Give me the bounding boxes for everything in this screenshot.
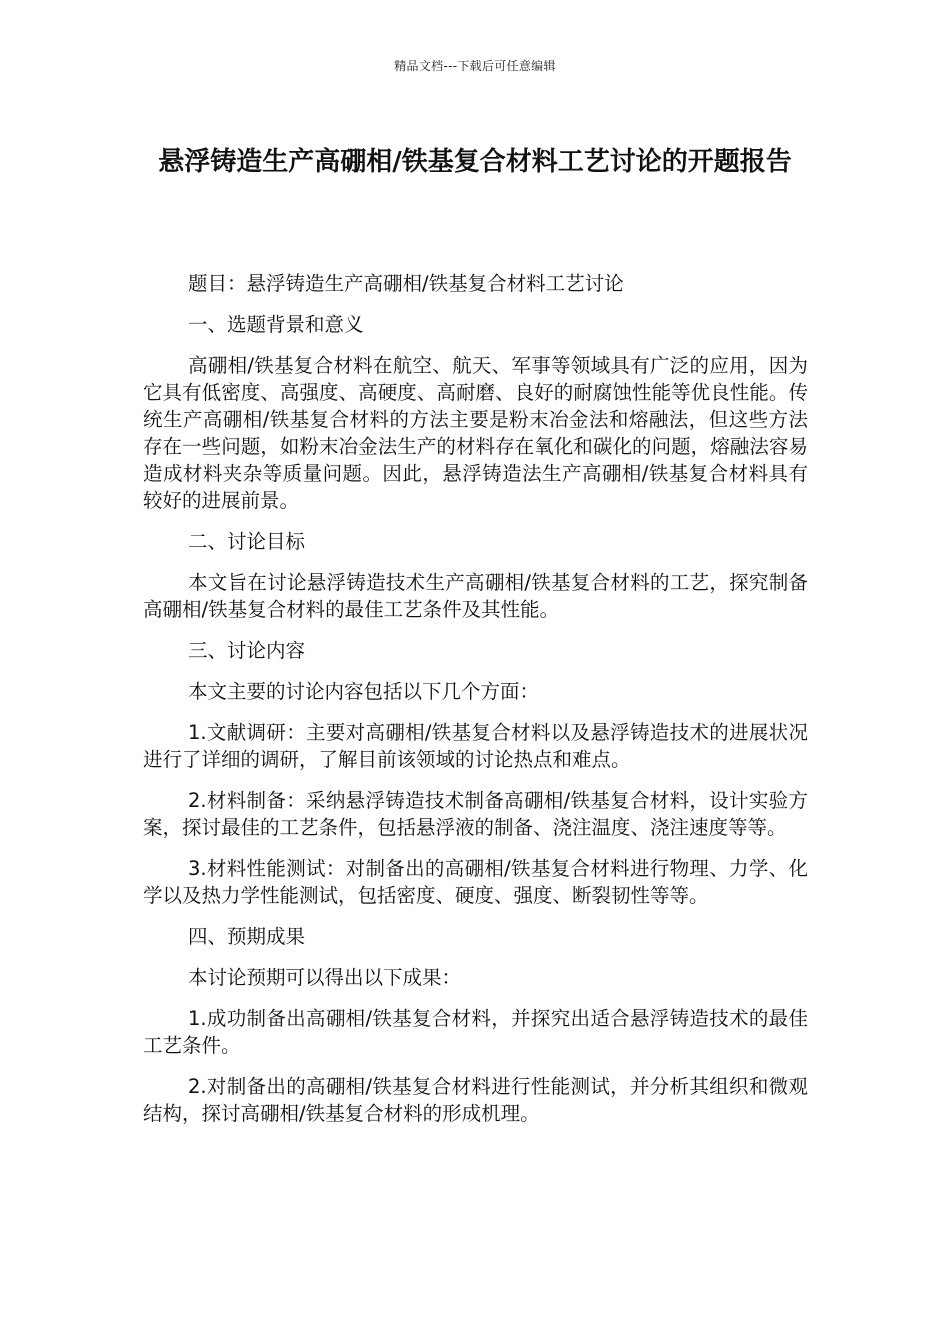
document-title: 悬浮铸造生产高硼相/铁基复合材料工艺讨论的开题报告 [158,147,792,177]
result-item-2: 2.对制备出的高硼相/铁基复合材料进行性能测试，并分析其组织和微观结构，探讨高硼相/铁基复合材料的形成机理。 [143,1075,808,1125]
content-item-preparation: 2.材料制备：采纳悬浮铸造技术制备高硼相/铁基复合材料，设计实验方案，探讨最佳的工艺条件，包括悬浮液的制备、浇注温度、浇注速度等等。 [143,789,808,839]
content-intro: 本文主要的讨论内容包括以下几个方面： [188,680,540,703]
background-paragraph: 高硼相/铁基复合材料在航空、航天、军事等领域具有广泛的应用，因为它具有低密度、高强度、高硬度、高耐磨、良好的耐腐蚀性能等优良性能。传统生产高硼相/铁基复合材料的方法主要是粉末冶金法和熔融法，但这些方法存在一些问题，如粉末冶金法生产的材料存在氧化和碳化的问题，熔融法容易造成材料夹杂等质量问题。因此，悬浮铸造法生产高硼相/铁基复合材料具有较好的进展前景。 [143,354,808,512]
section-heading-results: 四、预期成果 [188,925,306,948]
objective-paragraph: 本文旨在讨论悬浮铸造技术生产高硼相/铁基复合材料的工艺，探究制备高硼相/铁基复合材料的最佳工艺条件及其性能。 [143,571,808,621]
results-intro: 本讨论预期可以得出以下成果： [188,966,462,989]
section-heading-background: 一、选题背景和意义 [188,313,364,336]
topic-line: 题目：悬浮铸造生产高硼相/铁基复合材料工艺讨论 [188,272,624,295]
result-item-1: 1.成功制备出高硼相/铁基复合材料，并探究出适合悬浮铸造技术的最佳工艺条件。 [143,1007,808,1057]
content-item-literature: 1.文献调研：主要对高硼相/铁基复合材料以及悬浮铸造技术的进展状况进行了详细的调研，了解目前该领域的讨论热点和难点。 [143,721,808,771]
content-item-testing: 3.材料性能测试：对制备出的高硼相/铁基复合材料进行物理、力学、化学以及热力学性能测试，包括密度、硬度、强度、断裂韧性等等。 [143,857,808,907]
document-body [143,270,808,1141]
section-heading-content: 三、讨论内容 [188,639,306,662]
section-heading-objective: 二、讨论目标 [188,530,306,553]
header-note: 精品文档---下载后可任意编辑 [394,59,556,73]
